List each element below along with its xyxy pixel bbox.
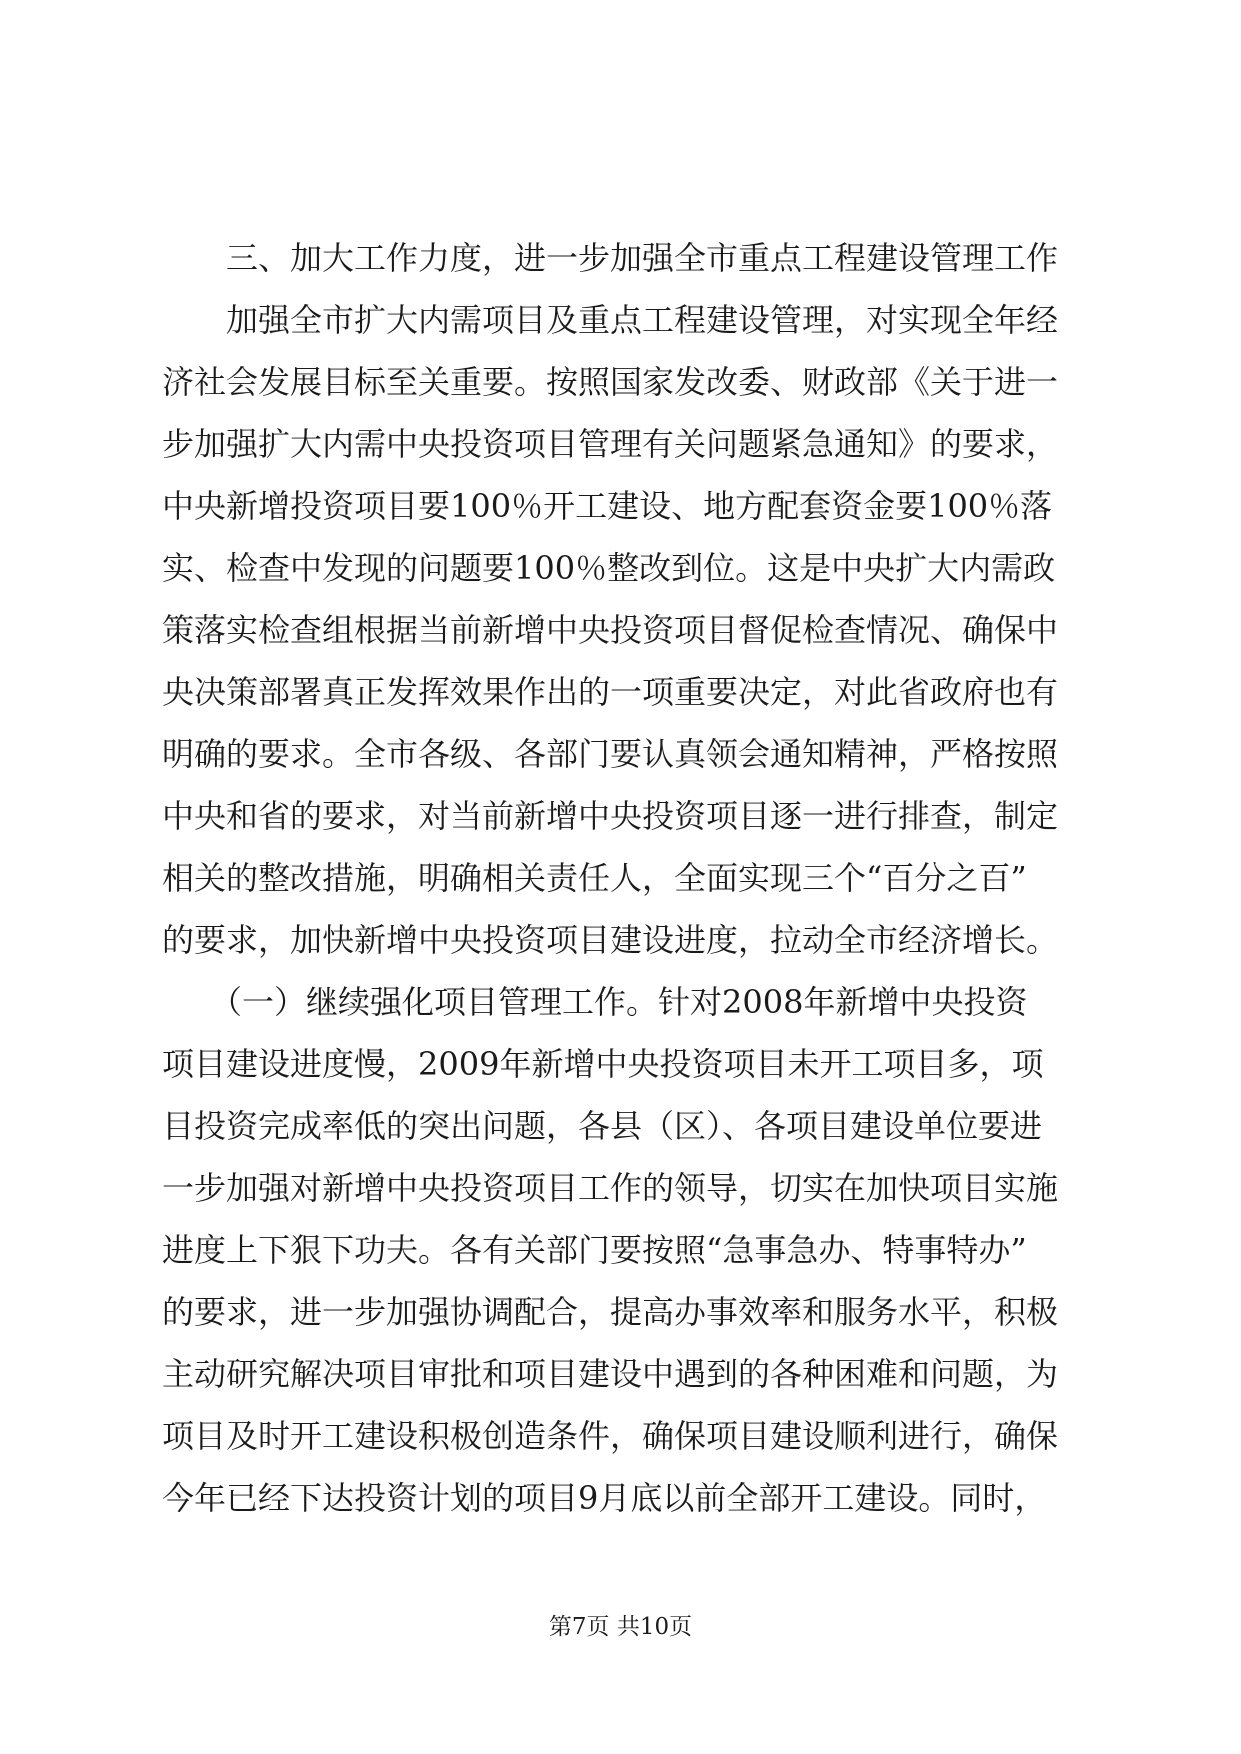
body-line-4: 中央新增投资项目要100％开工建设、地方配套资金要100％落 xyxy=(162,487,1053,525)
body-line-14: 目投资完成率低的突出问题，各县（区）、各项目建设单位要进 xyxy=(162,1107,1043,1145)
body-line-7: 央决策部署真正发挥效果作出的一项重要决定，对此省政府也有 xyxy=(162,673,1059,711)
subheading-item-one: （一）继续强化项目管理工作。针对2008年新增中央投资 xyxy=(162,983,1028,1021)
body-line-9: 中央和省的要求，对当前新增中央投资项目逐一进行排查，制定 xyxy=(162,797,1059,835)
body-line-6: 策落实检查组根据当前新增中央投资项目督促检查情况、确保中 xyxy=(162,611,1059,649)
body-line-16: 进度上下狠下功夫。各有关部门要按照“急事急办、特事特办” xyxy=(162,1231,1027,1269)
body-line-19: 项目及时开工建设积极创造条件，确保项目建设顺利进行，确保 xyxy=(162,1417,1059,1455)
body-line-18: 主动研究解决项目审批和项目建设中遇到的各种困难和问题，为 xyxy=(162,1355,1059,1393)
body-line-15: 一步加强对新增中央投资项目工作的领导，切实在加快项目实施 xyxy=(162,1169,1059,1207)
body-line-5: 实、检查中发现的问题要100％整改到位。这是中央扩大内需政 xyxy=(162,549,1056,587)
body-line-10: 相关的整改措施，明确相关责任人，全面实现三个“百分之百” xyxy=(162,859,1027,897)
body-line-13: 项目建设进度慢，2009年新增中央投资项目未开工项目多，项 xyxy=(162,1045,1044,1083)
heading-section-three: 三、加大工作力度，进一步加强全市重点工程建设管理工作 xyxy=(162,239,1059,277)
body-line-11: 的要求，加快新增中央投资项目建设进度，拉动全市经济增长。 xyxy=(162,921,1059,959)
body-line-20: 今年已经下达投资计划的项目9月底以前全部开工建设。同时， xyxy=(162,1479,1047,1517)
page-number-footer: 第7页 共10页 xyxy=(548,1614,693,1640)
body-line-1: 加强全市扩大内需项目及重点工程建设管理，对实现全年经 xyxy=(162,301,1059,339)
body-line-8: 明确的要求。全市各级、各部门要认真领会通知精神，严格按照 xyxy=(162,735,1059,773)
body-line-3: 步加强扩大内需中央投资项目管理有关问题紧急通知》的要求， xyxy=(162,425,1059,463)
body-line-17: 的要求，进一步加强协调配合，提高办事效率和服务水平，积极 xyxy=(162,1293,1059,1331)
body-line-2: 济社会发展目标至关重要。按照国家发改委、财政部《关于进一 xyxy=(162,363,1059,401)
